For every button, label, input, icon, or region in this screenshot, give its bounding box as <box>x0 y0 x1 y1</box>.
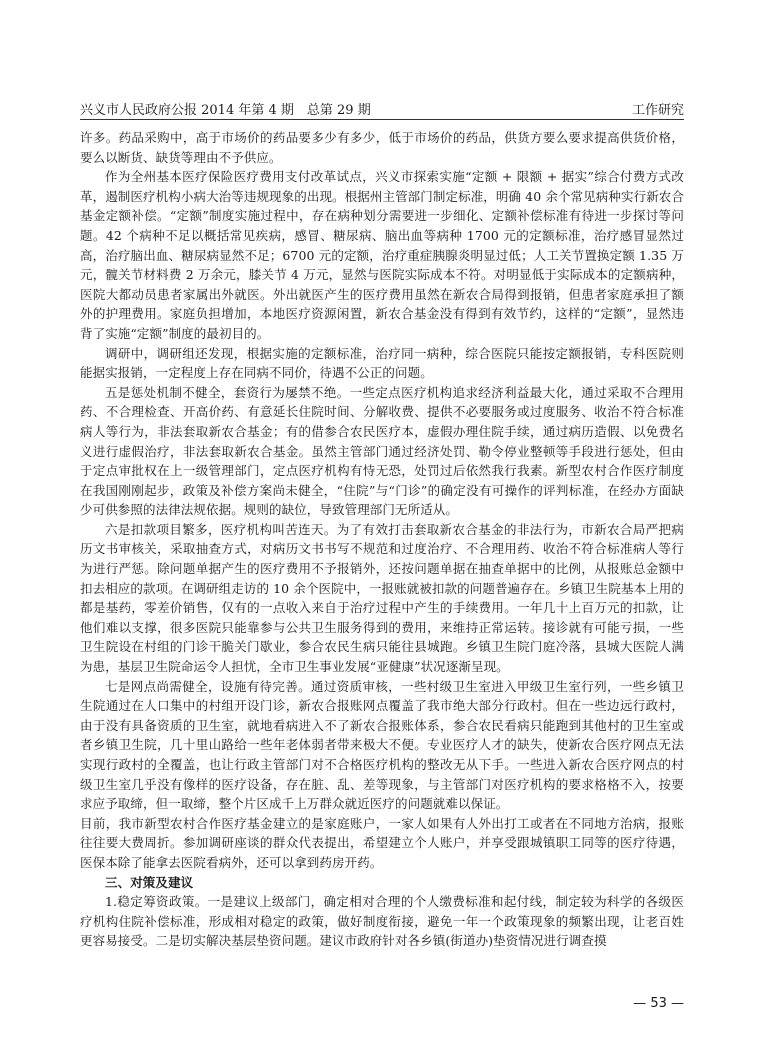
paragraph: 六是扣款项目繁多，医疗机构叫苦连天。为了有效打击套取新农合基金的非法行为，市新农合局严把病历文书审核关，采取抽查方式，对病历文书书写不规范和过度治疗、不合理用药、收治不符合标准病人等行为进行严惩。除问题单据产生的医疗费用不予报销外，还按问题单据在抽查单据中的比例，从报账总金额中扣去相应的款项。在调研组走访的 10 余个医院中，一报账就被扣款的问题普遍存在。乡镇卫生院基本上用的都是基药，零差价销售，仅有的一点收入来自于治疗过程中产生的手续费用。一年几十上百万元的扣款，让他们难以支撑，很多医院只能靠参与公共卫生服务得到的费用，来维持正常运转。接诊就有可能亏损，一些卫生院设在村组的门诊干脆关门歇业，参合农民生病只能往县城跑。乡镇卫生院门庭冷落，县城大医院人满为患，基层卫生院命运令人担忧，全市卫生事业发展“亚健康”状况逐渐呈现。 <box>80 521 684 675</box>
paragraph: 作为全州基本医疗保险医疗费用支付改革试点，兴义市探索实施“定额 + 限额 + 据实”综合付费方式改革，遏制医疗机构小病大治等违规现象的出现。根据州主管部门制定标准，明确 40 余个常见病种实行新农合基金定额补偿。“定额”制度实施过程中，存在病种划分需要进一步细化、定额补偿标准有待进一步探讨等问题。42 个病种不足以概括常见疾病，感冒、糖尿病、脑出血等病种 1700 元的定额标准，治疗感冒显然过高，治疗脑出血、糖尿病显然不足；6700 元的定额，治疗重症胰腺炎明显过低；人工关节置换定额 1.35 万元，髋关节材料费 2 万余元，膝关节 4 万元，显然与医院实际成本不符。对明显低于实际成本的定额病种，医院大都动员患者家属出外就医。外出就医产生的医疗费用虽然在新农合局得到报销，但患者家庭承担了额外的护理费用。家庭负担增加，本地医疗资源闲置，新农合基金没有得到有效节约，这样的“定额”，显然违背了实施“定额”制度的最初目的。 <box>80 169 684 341</box>
journal-title: 兴义市人民政府公报 2014 年第 4 期 总第 29 期 <box>80 103 371 118</box>
section-heading: 三、对策及建议 <box>105 874 194 890</box>
article-body <box>80 128 684 951</box>
section-label: 工作研究 <box>631 103 684 118</box>
paragraph: 目前，我市新型农村合作医疗基金建立的是家庭账户，一家人如果有人外出打工或者在不同地方治病，报账往往要大费周折。参加调研座谈的群众代表提出，希望建立个人账户，并享受跟城镇职工同等的医疗待遇，医保本除了能拿去医院看病外，还可以拿到药房开药。 <box>80 815 684 870</box>
paragraph: 七是网点尚需健全，设施有待完善。通过资质审核，一些村级卫生室进入甲级卫生室行列，一些乡镇卫生院通过在人口集中的村组开设门诊，新农合报账网点覆盖了我市绝大部分行政村。但在一些边远行政村，由于没有具备资质的卫生室，就地看病进入不了新农合报账体系，参合农民看病只能跑到其他村的卫生室或者乡镇卫生院，几十里山路给一些年老体弱者带来极大不便。专业医疗人才的缺失，使新农合医疗网点无法实现行政村的全覆盖，也让行政主管部门对不合格医疗机构的整改无从下手。一些进入新农合医疗网点的村级卫生室几乎没有像样的医疗设备，存在脏、乱、差等现象，与主管部门对医疗机构的要求格格不入，按要求应予取缔，但一取缔，整个片区成千上万群众就近医疗的问题就难以保证。 <box>80 678 684 812</box>
paragraph: 五是惩处机制不健全，套资行为屡禁不绝。一些定点医疗机构追求经济利益最大化，通过采取不合理用药、不合理检查、开高价药、有意延长住院时间、分解收费、提供不必要服务或过度服务、收治不符合标准病人等行为，非法套取新农合基金；有的借参合农民医疗本，虚假办理住院手续，通过病历造假、以免费名义进行虚假治疗，非法套取新农合基金。虽然主管部门通过经济处罚、勒令停业整顿等手段进行惩处，但由于定点审批权在上一级管理部门，定点医疗机构有恃无恐，处罚过后依然我行我素。新型农村合作医疗制度在我国刚刚起步，政策及补偿方案尚未健全，“住院”与“门诊”的确定没有可操作的评判标准，在经办方面缺少可供参照的法律法规依据。规则的缺位，导致管理部门无所适从。 <box>80 384 684 518</box>
page-header <box>80 96 684 118</box>
page-number: — 53 — <box>633 996 684 1011</box>
paragraph: 1.稳定筹资政策。一是建议上级部门，确定相对合理的个人缴费标准和起付线，制定较为科学的各级医疗机构住院补偿标准，形成相对稳定的政策，做好制度衔接，避免一年一个政策现象的频繁出现，让老百姓更容易接受。二是切实解决基层垫资问题。建议市政府针对各乡镇(街道办)垫资情况进行调查摸 <box>80 894 684 949</box>
paragraph: 调研中，调研组还发现，根据实施的定额标准，治疗同一病种，综合医院只能按定额报销，专科医院则能据实报销，一定程度上存在同病不同价，待遇不公正的问题。 <box>80 345 684 381</box>
paragraph: 许多。药品采购中，高于市场价的药品要多少有多少，低于市场价的药品，供货方要么要求提高供货价格，要么以断货、缺货等理由不予供应。 <box>80 130 684 165</box>
header-rule <box>80 119 684 120</box>
